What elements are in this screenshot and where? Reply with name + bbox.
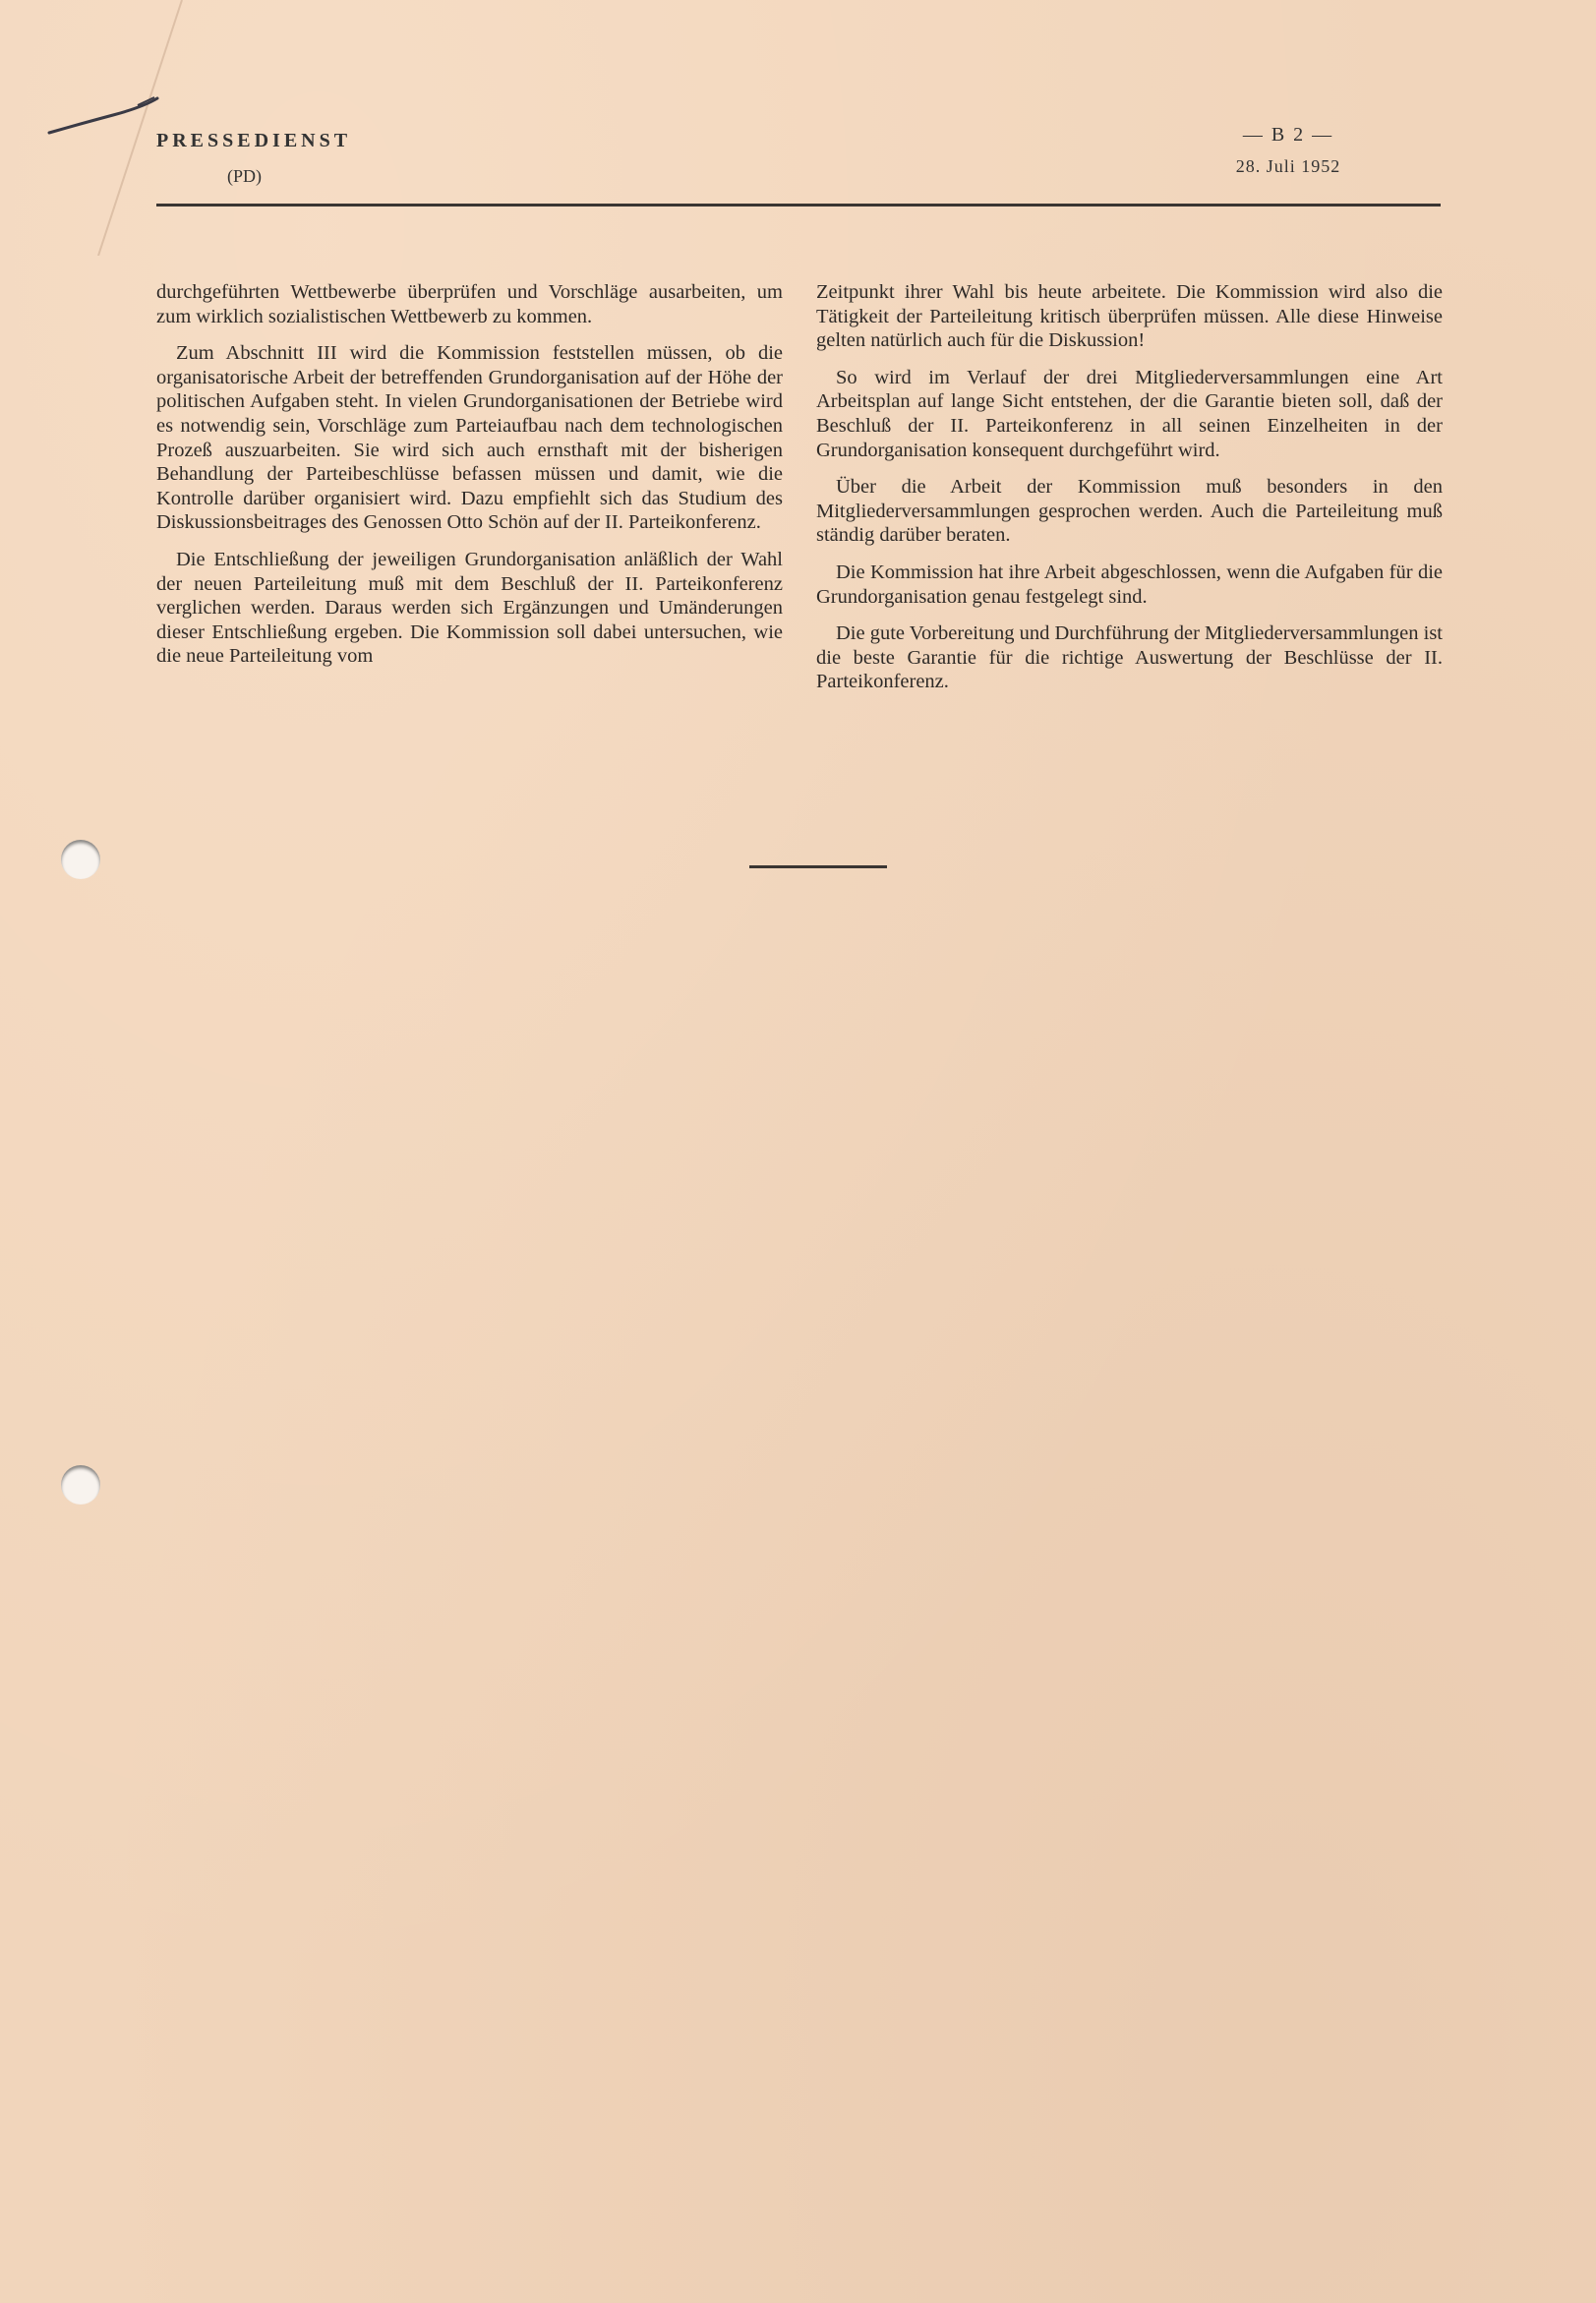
paragraph: Über die Arbeit der Kommission muß besonders in den Mitgliederversammlungen gesprochen werden. Auch die Parteileitung muß ständig darüber beraten.	[816, 476, 1443, 547]
publication-date: 28. Juli 1952	[1235, 156, 1341, 176]
paragraph: Zeitpunkt ihrer Wahl bis heute arbeitete. Die Kommission wird also die Tätigkeit der Parteileitung kritisch überprüfen müssen. Alle diese Hinweise gelten natürlich auch für die Diskussion!	[816, 281, 1443, 352]
page-code: — B 2 —	[1242, 124, 1334, 146]
end-of-article-rule	[749, 865, 887, 868]
publication-abbreviation: (PD)	[227, 166, 262, 186]
paragraph: Die gute Vorbereitung und Durchführung der Mitgliederversammlungen ist die beste Garantie für die richtige Auswertung der Beschlüsse der II. Parteikonferenz.	[816, 622, 1443, 693]
pen-scribble-mark	[44, 93, 162, 143]
punch-hole	[61, 1465, 100, 1505]
paragraph: So wird im Verlauf der drei Mitgliederversammlungen eine Art Arbeitsplan auf lange Sicht entstehen, der die Garantie bieten soll, daß der Beschluß der II. Parteikonferenz in all seinen Einzelheiten in der Grundorganisation konsequent durchgeführt wird.	[816, 366, 1443, 461]
page-info	[1210, 124, 1367, 177]
paragraph: Die Entschließung der jeweiligen Grundorganisation anläßlich der Wahl der neuen Parteileitung muß mit dem Beschluß der II. Parteikonferenz verglichen werden. Daraus werden sich Ergänzungen und Umänderungen dieser Entschließung ergeben. Die Kommission soll dabei untersuchen, wie die neue Parteileitung vom	[156, 548, 783, 668]
paragraph: Die Kommission hat ihre Arbeit abgeschlossen, wenn die Aufgaben für die Grundorganisation genau festgelegt sind.	[816, 561, 1443, 608]
paragraph: durchgeführten Wettbewerbe überprüfen und Vorschläge ausarbeiten, um zum wirklich sozialistischen Wettbewerb zu kommen.	[156, 281, 783, 327]
publication-header	[156, 130, 351, 187]
publication-title: PRESSEDIENST	[156, 130, 352, 151]
text-column-right	[816, 280, 1443, 707]
text-column-left	[156, 280, 783, 681]
punch-hole	[61, 840, 100, 879]
paragraph: Zum Abschnitt III wird die Kommission feststellen müssen, ob die organisatorische Arbeit der betreffenden Grundorganisation auf der Höhe der politischen Aufgaben steht. In vielen Grundorganisationen der Betriebe wird es notwendig sein, Vorschläge zum Parteiaufbau nach dem technologischen Prozeß auszuarbeiten. Sie wird sich auch ernsthaft mit der bisherigen Behandlung der Parteibeschlüsse befassen müssen und damit, wie die Kontrolle darüber organisiert wird. Dazu empfiehlt sich das Studium des Diskussionsbeitrages des Genossen Otto Schön auf der II. Parteikonferenz.	[156, 342, 783, 534]
header-divider	[156, 204, 1441, 207]
